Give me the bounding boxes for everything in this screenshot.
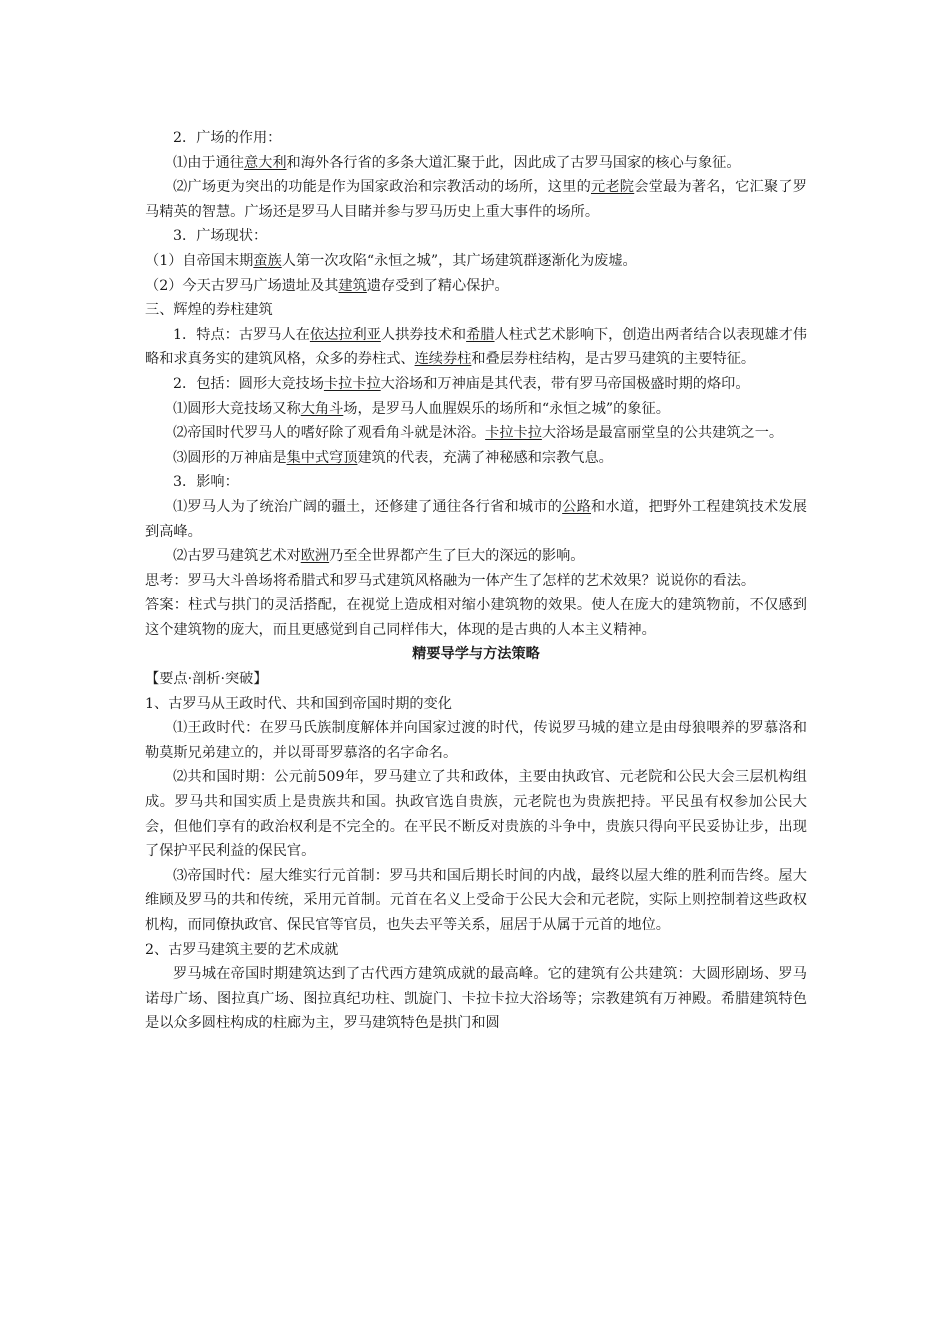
paragraph: ⑵广场更为突出的功能是作为国家政治和宗教活动的场所，这里的元老院会堂最为著名，它汇聚了罗马精英的智慧。广场还是罗马人目睹并参与罗马历史上重大事件的场所。 bbox=[145, 179, 807, 220]
section-heading: 3．影响： bbox=[173, 474, 239, 491]
paragraph: （2）今天古罗马广场遗址及其建筑遗存受到了精心保护。 bbox=[145, 277, 509, 294]
paragraph: ⑶圆形的万神庙是集中式穹顶建筑的代表，充满了神秘感和宗教气息。 bbox=[173, 449, 613, 466]
paragraph: ⑴王政时代：在罗马氏族制度解体并向国家过渡的时代，传说罗马城的建立是由母狼喂养的罗慕洛和勒莫斯兄弟建立的，并以哥哥罗慕洛的名字命名。 bbox=[145, 720, 807, 761]
section-heading: 三、辉煌的券柱建筑 bbox=[145, 302, 273, 319]
document-page bbox=[145, 126, 807, 1036]
paragraph: ⑵共和国时期：公元前509年，罗马建立了共和政体，主要由执政官、元老院和公民大会三层机构组成。罗马共和国实质上是贵族共和国。执政官选自贵族，元老院也为贵族把持。平民虽有权参加公民大会，但他们享有的政治权利是不完全的。在平民不断反对贵族的斗争中，贵族只得向平民妥协让步，出现了保护平民利益的保民官。 bbox=[145, 769, 807, 860]
paragraph: ⑵古罗马建筑艺术对欧洲乃至全世界都产生了巨大的深远的影响。 bbox=[173, 548, 585, 565]
think-question: 思考：罗马大斗兽场将希腊式和罗马式建筑风格融为一体产生了怎样的艺术效果？说说你的看法。 bbox=[145, 572, 756, 589]
paragraph: ⑵帝国时代罗马人的嗜好除了观看角斗就是沐浴。卡拉卡拉大浴场是最富丽堂皇的公共建筑之一。 bbox=[173, 425, 784, 442]
paragraph: 1．特点：古罗马人在依达拉利亚人拱券技术和希腊人柱式艺术影响下，创造出两者结合以表现雄才伟略和求真务实的建筑风格，众多的券柱式、连续券柱和叠层券柱结构，是古罗马建筑的主要特征。 bbox=[145, 326, 807, 368]
paragraph: （1）自帝国末期蛮族人第一次攻陷“永恒之城”，其广场建筑群逐渐化为废墟。 bbox=[145, 252, 637, 269]
section-heading: 2、古罗马建筑主要的艺术成就 bbox=[145, 941, 339, 958]
answer-text: 答案：柱式与拱门的灵活搭配，在视觉上造成相对缩小建筑物的效果。使人在庞大的建筑物前，不仅感到这个建筑物的庞大，而且更感觉到自己同样伟大，体现的是古典的人本主义精神。 bbox=[145, 597, 807, 638]
key-points-heading: 【要点·剖析·突破】 bbox=[145, 671, 268, 688]
section-heading: 2．广场的作用： bbox=[173, 130, 282, 146]
paragraph: ⑴由于通往意大利和海外各行省的多条大道汇聚于此，因此成了古罗马国家的核心与象征。 bbox=[173, 154, 741, 171]
paragraph: ⑶帝国时代：屋大维实行元首制：罗马共和国后期长时间的内战，最终以屋大维的胜利而告终。屋大维顾及罗马的共和传统，采用元首制。元首在名义上受命于公民大会和元老院，实际上则控制着这些政权机构，而同僚执政官、保民官等官员，也失去平等关系，屈居于从属于元首的地位。 bbox=[145, 867, 807, 933]
paragraph: ⑴圆形大竞技场又称大角斗场，是罗马人血腥娱乐的场所和“永恒之城”的象征。 bbox=[173, 400, 670, 417]
paragraph: 罗马城在帝国时期建筑达到了古代西方建筑成就的最高峰。它的建筑有公共建筑：大圆形剧场、罗马诺母广场、图拉真广场、图拉真纪功柱、凯旋门、卡拉卡拉大浴场等；宗教建筑有万神殿。希腊建筑特色是以众多圆柱构成的柱廊为主，罗马建筑特色是拱门和圆 bbox=[145, 966, 807, 1032]
guide-heading: 精要导学与方法策略 bbox=[412, 646, 540, 663]
paragraph: ⑴罗马人为了统治广阔的疆土，还修建了通往各行省和城市的公路和水道，把野外工程建筑技术发展到高峰。 bbox=[145, 498, 807, 540]
section-heading: 1、古罗马从王政时代、共和国到帝国时期的变化 bbox=[145, 695, 452, 712]
section-heading: 3．广场现状： bbox=[173, 228, 268, 245]
paragraph: 2．包括：圆形大竞技场卡拉卡拉大浴场和万神庙是其代表，带有罗马帝国极盛时期的烙印。 bbox=[173, 375, 750, 392]
